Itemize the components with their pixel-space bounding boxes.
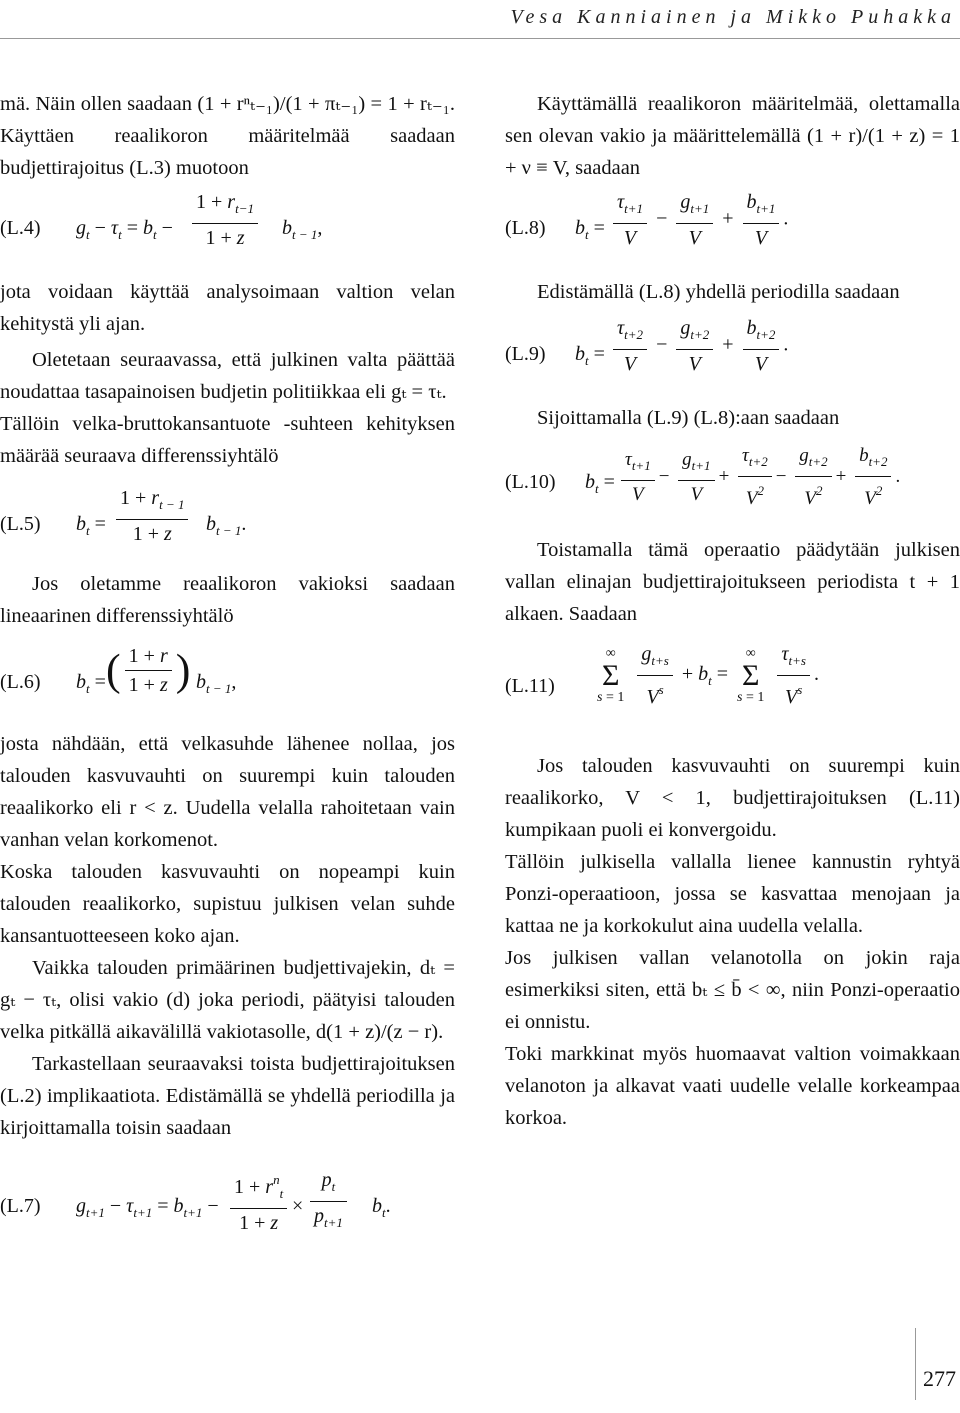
equation-label: (L.10)	[505, 471, 556, 493]
equation-label: (L.6)	[0, 671, 41, 693]
left-paragraph-1: mä. Näin ollen saadaan (1 + rⁿₜ₋₁)/(1 + πₜ₋₁) = 1 + rₜ₋₁. Käyttäen reaalikoron määritelmää saadaan budjettirajoitus (L.3) muotoon	[0, 93, 455, 179]
right-paragraph-5a: Jos talouden kasvuvauhti on suurempi kuin reaalikorko, V < 1, budjettirajoituksen (L.11) kumpikaan puoli ei konvergoidu.	[505, 755, 960, 841]
right-column	[505, 88, 960, 1134]
equation-L8: (L.8) $b_t$ = $\frac{\tau_{t+1}}{V}$ − $\frac{g_{t+1}}{V}$ + $\frac{b_{t+1}}{V}$ .	[505, 188, 960, 272]
equation-L7: (L.7) $g_{t+1} - \tau_{t+1} = b_{t+1}$ − $\frac{1 + r^n_t}{1 + z}$ × $\frac{p_t}{p_{t+1}}$ $b_t$.	[0, 1166, 455, 1246]
left-paragraph-3b: Tällöin velka-bruttokansantuote -suhteen kehityksen määrää seuraava differenssiyhtälö	[0, 413, 455, 467]
equation-label: (L.8)	[505, 217, 546, 239]
equation-label: (L.4)	[0, 217, 41, 239]
right-paragraph-2: Edistämällä (L.8) yhdellä periodilla saadaan	[537, 281, 900, 303]
right-paragraph-5b: Tällöin julkisella vallalla lienee kannustin ryhtyä Ponzi-operaatioon, jossa se kasvattaa menojaan ja kattaa ne ja korkokulut aina uudella velalla.	[505, 851, 960, 937]
header-rule	[0, 38, 960, 39]
right-paragraph-3: Sijoittamalla (L.9) (L.8):aan saadaan	[537, 407, 840, 429]
equation-label: (L.5)	[0, 513, 41, 535]
page-number-rule	[915, 1328, 916, 1400]
right-paragraph-1: Käyttämällä reaalikoron määritelmää, olettamalla sen olevan vakio ja määrittelemällä (1 + r)/(1 + z) = 1 + ν ≡ V, saadaan	[505, 93, 960, 179]
left-paragraph-5b: Koska talouden kasvuvauhti on nopeampi kuin talouden reaalikorko, supistuu julkisen velan suhde kansantuotteeseen koko ajan.	[0, 861, 455, 947]
equation-label: (L.7)	[0, 1195, 41, 1217]
left-paragraph-6: Vaikka talouden primäärinen budjettivajekin, dₜ = gₜ − τₜ, olisi vakio (d) joka periodi, päätyisi talouden velka pitkällä aikavälillä vakiotasolle, d(1 + z)/(z − r).	[0, 957, 455, 1043]
page-number: 277	[923, 1366, 956, 1391]
equation-L4: (L.4) $g_t - \tau_t = b_t$ − $\frac{1 + r_{t-1}}{1 + z}$ $b_{t - 1}$,	[0, 188, 455, 268]
left-paragraph-4: Jos oletamme reaalikoron vakioksi saadaan lineaarinen differenssiyhtälö	[0, 573, 455, 627]
left-paragraph-3a: Oletetaan seuraavassa, että julkinen valta päättää noudattaa tasapainoisen budjetin politiikkaa eli gₜ = τₜ.	[0, 349, 455, 403]
equation-L9: (L.9) $b_t$ = $\frac{\tau_{t+2}}{V}$ − $\frac{g_{t+2}}{V}$ + $\frac{b_{t+2}}{V}$ .	[505, 314, 960, 398]
equation-L6: (L.6) $b_t$ = ( $\frac{1 + r}{1 + z}$ ) $b_{t - 1}$,	[0, 642, 455, 722]
equation-L11: (L.11) ∞ Σ s = 1 $\frac{g_{t+s}}{V^s}$ + $b_t$ = ∞ Σ s = 1 $\frac{\tau_{t+s}}{V^s}$ .	[505, 640, 960, 732]
right-paragraph-4: Toistamalla tämä operaatio päädytään julkisen vallan elinajan budjettirajoitukseen periodista t + 1 alkaen. Saadaan	[505, 539, 960, 625]
left-paragraph-7: Tarkastellaan seuraavaksi toista budjettirajoituksen (L.2) implikaatiota. Edistämällä se yhdellä periodilla ja kirjoittamalla toisin saadaan	[0, 1053, 455, 1139]
equation-L5: (L.5) $b_t$ = $\frac{1 + r_{t - 1}}{1 + z}$ $b_{t - 1}$.	[0, 484, 455, 562]
right-paragraph-5c: Jos julkisen vallan velanotolla on jokin raja esimerkiksi siten, että bₜ ≤ b̄ < ∞, niin Ponzi-operaatio ei onnistu.	[505, 947, 960, 1033]
left-column	[0, 88, 455, 1246]
left-paragraph-2: jota voidaan käyttää analysoimaan valtion velan kehitystä yli ajan.	[0, 281, 455, 335]
equation-L10: (L.10) $b_t$ = $\frac{\tau_{t+1}}{V}$ − $\frac{g_{t+1}}{V}$ + $\frac{\tau_{t+2}}{V^2}$ − $\frac{g_{t+2}}{V^2}$ + $\frac{b_{t+2}}{V^2}$ .	[505, 442, 960, 526]
right-paragraph-5d: Toki markkinat myös huomaavat valtion voimakkaan velanoton ja alkavat vaati uudelle velalle korkeampaa korkoa.	[505, 1043, 960, 1129]
running-header: Vesa Kanniainen ja Mikko Puhakka	[510, 6, 956, 28]
equation-label: (L.11)	[505, 675, 555, 697]
left-paragraph-5a: josta nähdään, että velkasuhde lähenee nollaa, jos talouden kasvuvauhti on suurempi kuin talouden reaalikorko eli r < z. Uudella velalla rahoitetaan vain vanhan velan korkomenot.	[0, 733, 455, 851]
equation-label: (L.9)	[505, 343, 546, 365]
